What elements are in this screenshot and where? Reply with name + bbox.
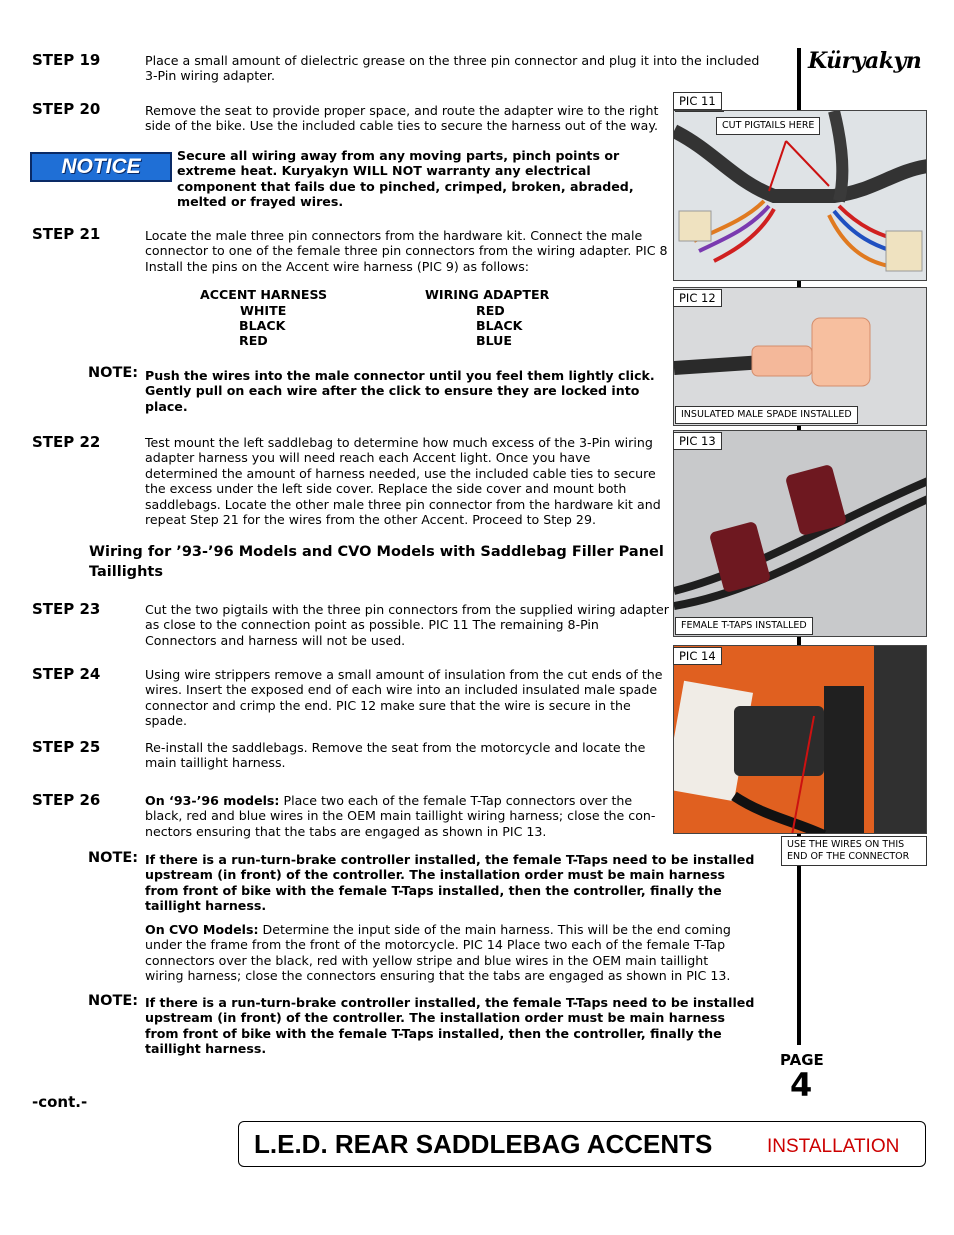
page-label: PAGE: [780, 1051, 824, 1069]
pic-13-photo: [673, 430, 927, 637]
page-number: 4: [790, 1066, 813, 1104]
step-24-label: STEP 24: [32, 665, 101, 683]
pic-12-caption: INSULATED MALE SPADE INSTALLED: [675, 406, 858, 424]
note-3-text: If there is a run-turn-brake controller installed, the female T-Taps need to be installed upstream (in front) of the controller. The installation order must be main harness from front of bike with the female T-Taps installed, then the controller, finally the taillight harness.: [145, 995, 755, 1057]
step-25-text: Re-install the saddlebags. Remove the seat from the motorcycle and locate the main taillight harness.: [145, 740, 646, 771]
harness-header-adapter: WIRING ADAPTER: [425, 287, 550, 303]
pic-14-image: [674, 646, 927, 834]
section-heading: Wiring for ’93-’96 Models and CVO Models with Saddlebag Filler Panel Taillights: [89, 544, 664, 580]
step-25-label: STEP 25: [32, 738, 101, 756]
footer-title-box: [238, 1121, 926, 1167]
table-row: [200, 318, 549, 333]
footer-subtitle: INSTALLATION: [767, 1136, 900, 1157]
pic-11-image: [674, 111, 927, 281]
step-21-text: Locate the male three pin connectors from the hardware kit. Connect the male connector to one of the female three pin connectors from the wiring adapter. PIC 8 Install the pins on the Accent wire harness (PIC 9) as follows:: [145, 228, 668, 274]
step-20-text: Remove the seat to provide proper space, and route the adapter wire to the right side of the bike. Use the included cable ties to secure the harness out of the way.: [145, 103, 659, 134]
pic-14-photo: [673, 645, 927, 834]
step-26-text: [145, 793, 665, 839]
step-24-text: Using wire strippers remove a small amount of insulation from the cut ends of the wires. Insert the exposed end of each wire into an included insulated male spade connector and crimp the end. PIC 12 make sure that the wire is secure in the spade.: [145, 667, 663, 729]
note-2-text: If there is a run-turn-brake controller installed, the female T-Taps need to be installed upstream (in front) of the controller. The installation order must be main harness from front of bike with the female T-Taps installed, then the controller, finally the taillight harness.: [145, 852, 755, 914]
pic-14-tag: PIC 14: [673, 647, 722, 665]
pic-12-tag: PIC 12: [673, 289, 722, 307]
step-21-label: STEP 21: [32, 225, 101, 243]
notice-badge: [30, 152, 172, 182]
note-1-label: NOTE:: [88, 365, 139, 381]
notice-text: Secure all wiring away from any moving parts, pinch points or extreme heat. Kuryakyn WILL NOT warranty any electrical component that fails due to pinched, crimped, broken, abraded, melted or frayed wires.: [177, 148, 634, 210]
step-19-label: STEP 19: [32, 51, 101, 69]
pic-13-image: [674, 431, 927, 637]
brand-logo: Küryakyn: [808, 48, 922, 74]
harness-cell: BLACK: [476, 317, 523, 333]
pic-12-photo: [673, 287, 927, 426]
harness-cell: BLACK: [239, 317, 286, 333]
step-22-label: STEP 22: [32, 433, 101, 451]
note-2-label: NOTE:: [88, 850, 139, 866]
step-19-text: Place a small amount of dielectric grease on the three pin connector and plug it into the included 3-Pin wiring adapter.: [145, 53, 760, 84]
harness-cell: RED: [476, 302, 505, 318]
cvo-body: Determine the input side of the main harness. This will be the end coming under the frame from the front of the motorcycle. PIC 14 Place two each of the female T-Tap connectors over the black, red with yellow stripe and blue wires in the OEM main taillight wiring harness; close the connectors ensuring that the tabs are engaged as shown in PIC 13.: [145, 922, 731, 984]
harness-cell: RED: [239, 333, 268, 349]
harness-cell: BLUE: [476, 333, 513, 349]
pic-11-caption: CUT PIGTAILS HERE: [716, 117, 820, 135]
cvo-text: [145, 922, 745, 984]
note-1-text: Push the wires into the male connector until you feel them lightly click. Gently pull on each wire after the click to ensure they are locked into place.: [145, 368, 655, 414]
step-23-label: STEP 23: [32, 600, 101, 618]
table-row: [200, 302, 549, 317]
step-26-label: STEP 26: [32, 791, 101, 809]
note-3-label: NOTE:: [88, 993, 139, 1009]
pic-13-tag: PIC 13: [673, 432, 722, 450]
cont-marker: -cont.-: [32, 1093, 88, 1111]
step-23-text: Cut the two pigtails with the three pin connectors from the supplied wiring adapter as close to the connection point as possible. PIC 11 The remaining 8-Pin Connectors and harness will not be used.: [145, 602, 669, 648]
pic-11-label: [675, 110, 724, 112]
harness-table: [200, 287, 549, 349]
cvo-lead: On CVO Models:: [145, 922, 259, 937]
harness-header-accent: ACCENT HARNESS: [200, 287, 328, 303]
step-26-body: Place two each of the female T-Tap connectors over the black, red and blue wires in the OEM main taillight wiring harness; close the con-nectors ensuring that the tabs are engaged as shown in PIC 13.: [145, 793, 656, 839]
pic-11-photo: [673, 110, 927, 281]
step-26-lead: On ‘93-’96 models:: [145, 793, 280, 808]
harness-cell: WHITE: [240, 302, 287, 318]
pic-13-caption: FEMALE T-TAPS INSTALLED: [675, 617, 813, 635]
footer-title: L.E.D. REAR SADDLEBAG ACCENTS: [254, 1129, 713, 1159]
table-row: [200, 333, 549, 348]
pic-14-caption: USE THE WIRES ON THIS END OF THE CONNECTOR: [781, 836, 927, 866]
notice-badge-text: NOTICE: [61, 155, 141, 178]
step-20-label: STEP 20: [32, 100, 101, 118]
step-22-text: Test mount the left saddlebag to determine how much excess of the 3-Pin wiring adapter harness you will need reach each Accent light. Once you have determined the amount of harness needed, use the included cable ties to secure the excess under the left side cover. Replace the side cover and mount both saddlebags. Locate the other male three pin connector from the hardware kit and repeat Step 21 for the wires from the other Accent. Proceed to Step 29.: [145, 435, 661, 528]
pic-11-tag: PIC 11: [673, 92, 722, 110]
